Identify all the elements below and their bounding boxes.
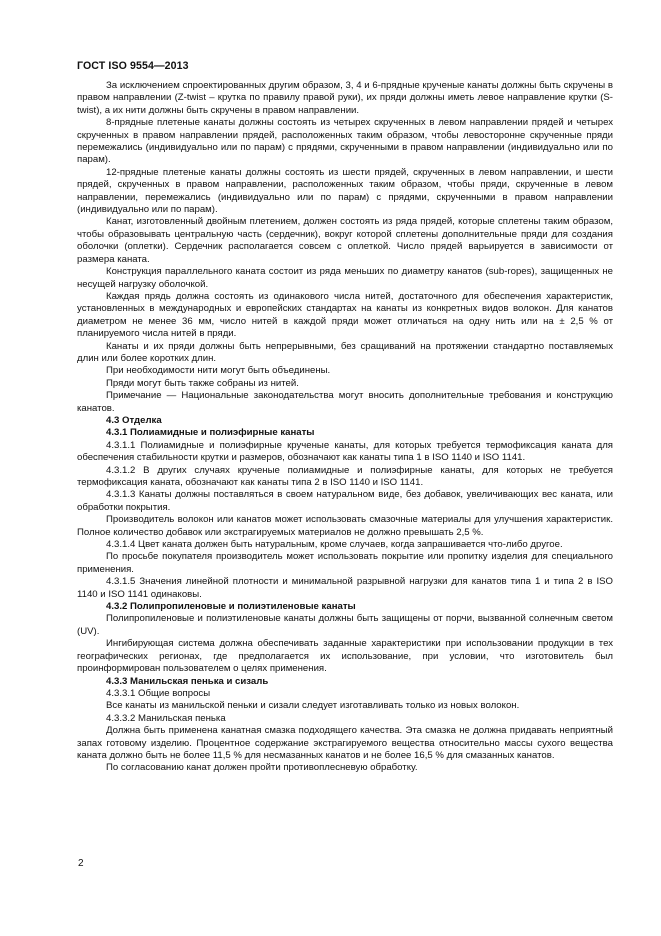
paragraph: Должна быть применена канатная смазка подходящего качества. Эта смазка не должна придавать неприятный запах готовому изделию. Процентное содержание экстрагируемого вещества относительно массы сухого вещества каната должно быть не более 11,5 % для несмазанных канатов и не более 16,5 % для смазанных канатов. xyxy=(77,725,613,761)
paragraph: Канат, изготовленный двойным плетением, должен состоять из ряда прядей, которые сплетены таким образом, чтобы образовывать центральную часть (сердечник), вокруг которой сплетены дополнительные пряди для создания оболочки (оплетки). Сердечник располагается совсем с оплеткой. Число прядей варьируется в зависимости от размера каната. xyxy=(77,216,613,265)
paragraph: Конструкция параллельного каната состоит из ряда меньших по диаметру канатов (sub-ropes), защищенных не несущей нагрузку оболочкой. xyxy=(77,266,613,290)
paragraph: По просьбе покупателя производитель может использовать покрытие или пропитку изделия для специального применения. xyxy=(77,551,613,575)
paragraph: Производитель волокон или канатов может использовать смазочные материалы для улучшения характеристик. Полное количество добавок или экстрагируемых материалов не должно превышать 2,5 %. xyxy=(77,514,613,538)
paragraph: Примечание — Национальные законодательства могут вносить дополнительные требования и конструкцию канатов. xyxy=(77,390,613,414)
paragraph: 8-прядные плетеные канаты должны состоять из четырех скрученных в левом направлении прядей и четырех скрученных в правом направлении прядей, расположенных таким образом, чтобы левосторонне скрученные пряди перемежались (индивидуально или по парам) с прядями, скрученными в правом направлении (индивидуально или по парам). xyxy=(77,117,613,166)
document-header: ГОСТ ISO 9554—2013 xyxy=(77,60,189,72)
paragraph: 4.3.3.2 Манильская пенька xyxy=(106,712,226,724)
paragraph: Канаты и их пряди должны быть непрерывными, без сращиваний на протяжении стандартно поставляемых длин или более коротких длин. xyxy=(77,340,613,364)
section-heading: 4.3.1 Полиамидные и полиэфирные канаты xyxy=(106,427,315,439)
paragraph: При необходимости нити могут быть объединены. xyxy=(106,365,331,377)
paragraph: Каждая прядь должна состоять из одинакового числа нитей, достаточного для обеспечения характеристик, установленных в международных и европейских стандартах на канаты из конкретных видов волокон. Для канатов диаметром не менее 36 мм, число нитей в каждой пряди может отличаться на одну нить или на ± 2,5 % от планируемого числа нитей в пряди. xyxy=(77,290,613,340)
section-heading: 4.3 Отделка xyxy=(106,414,162,426)
document-body xyxy=(77,80,613,775)
paragraph: Полипропиленовые и полиэтиленовые канаты должны быть защищены от порчи, вызванной солнечным светом (UV). xyxy=(77,613,613,637)
paragraph: Ингибирующая система должна обеспечивать заданные характеристики при использовании продукции в тех географических регионах, где предполагается их использование, при условии, что изготовитель был проинформирован пользователем о целях применения. xyxy=(77,638,613,675)
page-number: 2 xyxy=(78,858,84,869)
paragraph: 12-прядные плетеные канаты должны состоять из шести прядей, скрученных в левом направлении, и шести прядей, скрученных в правом направлении, расположенных таким образом, чтобы пряди, скрученные в левом направлении, перемежались (индивидуально или по парам) с прядями, скрученными в правом направлении (индивидуально или по парам). xyxy=(77,166,613,216)
paragraph: 4.3.1.2 В других случаях крученые полиамидные и полиэфирные канаты, для которых не требуется термофиксация каната, обозначают как канаты типа 2 в ISO 1140 и ISO 1141. xyxy=(77,464,613,488)
paragraph: 4.3.1.3 Канаты должны поставляться в своем натуральном виде, без добавок, увеличивающих вес каната, или обработки покрытия. xyxy=(77,489,613,513)
paragraph: Пряди могут быть также собраны из нитей. xyxy=(106,377,299,389)
paragraph: 4.3.1.4 Цвет каната должен быть натуральным, кроме случаев, когда запрашивается что-либо другое. xyxy=(106,539,563,551)
paragraph: Все канаты из манильской пеньки и сизали следует изготавливать только из новых волокон. xyxy=(106,700,520,712)
paragraph: 4.3.1.5 Значения линейной плотности и минимальной разрывной нагрузки для канатов типа 1 и типа 2 в ISO 1140 и ISO 1141 одинаковы. xyxy=(77,576,613,600)
paragraph: По согласованию канат должен пройти противоплесневую обработку. xyxy=(106,762,418,774)
section-heading: 4.3.2 Полипропиленовые и полиэтиленовые канаты xyxy=(106,601,356,613)
section-heading: 4.3.3 Манильская пенька и сизаль xyxy=(106,675,269,687)
paragraph: 4.3.1.1 Полиамидные и полиэфирные крученые канаты, для которых требуется термофиксация каната для обеспечения стабильности крутки и размеров, обозначают как канаты типа 1 в ISO 1140 и ISO 1141. xyxy=(77,439,613,464)
paragraph: 4.3.3.1 Общие вопросы xyxy=(106,687,211,699)
paragraph: За исключением спроектированных другим образом, 3, 4 и 6-прядные крученые канаты должны быть скручены в правом направлении (Z-twist – крутка по правилу правой руки), их пряди должны иметь левое направление крутки (S-twist), а их нити должны быть скручены в правом направлении. xyxy=(77,80,613,116)
